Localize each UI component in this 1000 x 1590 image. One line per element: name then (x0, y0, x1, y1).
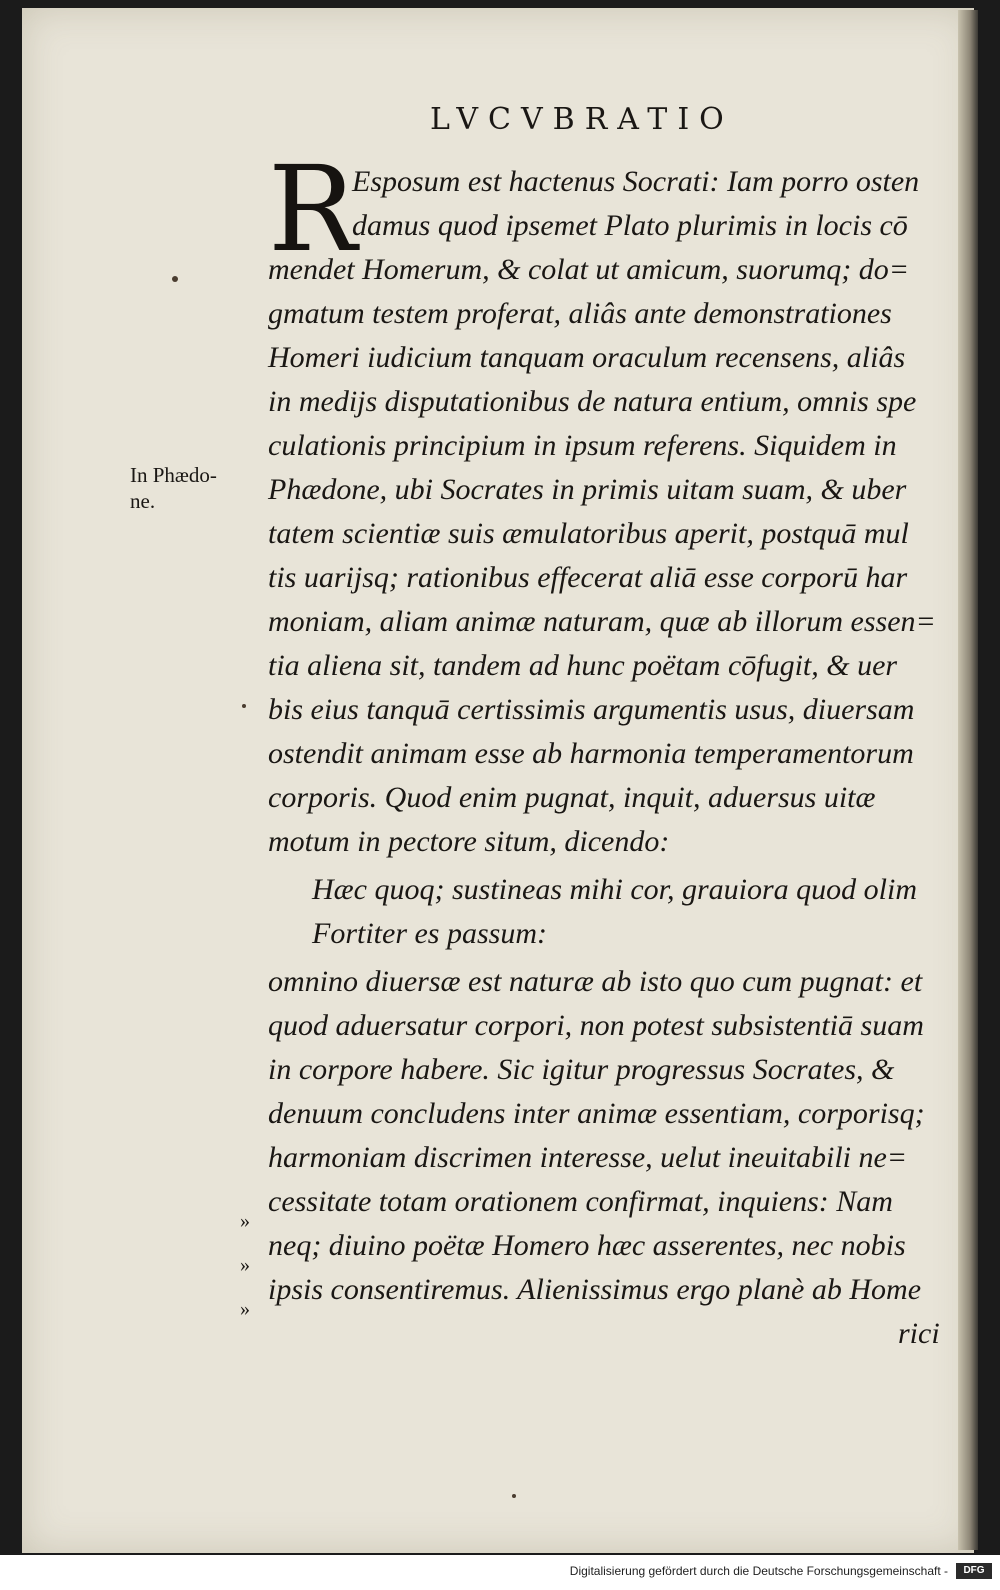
text-line: harmoniam discrimen interesse, uelut ineuitabili ne= (268, 1141, 908, 1174)
text-line: ipsis consentiremus. Alienissimus ergo planè ab Home (268, 1273, 922, 1306)
quote-mark: » (240, 1254, 250, 1276)
text-line: tia aliena sit, tandem ad hunc poëtam cōfugit, & uer (268, 649, 898, 682)
text-line: motum in pectore situm, dicendo: (268, 825, 670, 858)
text-line: Homeri iudicium tanquam oraculum recensens, aliâs (268, 341, 906, 374)
text-line: gmatum testem proferat, aliâs ante demonstrationes (268, 297, 892, 330)
ink-speck (512, 1494, 516, 1498)
text-line: cessitate totam orationem confirmat, inquiens: Nam (268, 1185, 893, 1218)
text-line: bis eius tanquā certissimis argumentis usus, diuersam (268, 693, 915, 726)
text-line: quod aduersatur corpori, non potest subsistentiā suam (268, 1009, 924, 1042)
text-line: denuum concludens inter animæ essentiam, corporisq; (268, 1097, 925, 1130)
quote-mark: » (240, 1298, 250, 1320)
drop-cap: R (268, 140, 357, 278)
text-line: tatem scientiæ suis æmulatoribus aperit, postquā mul (268, 517, 909, 550)
text-line: culationis principium in ipsum referens. Siquidem in (268, 429, 897, 462)
ink-speck (242, 704, 246, 708)
margin-note-line: In Phædo- (130, 463, 217, 487)
margin-note-line: ne. (130, 489, 156, 513)
text-line: tis uarijsq; rationibus effecerat aliā esse corporū har (268, 561, 908, 594)
verse-line: Fortiter es passum: (312, 917, 547, 950)
text-line: in medijs disputationibus de natura entium, omnis spe (268, 385, 917, 418)
dfg-logo: DFG (956, 1563, 992, 1579)
text-line: neq; diuino poëtæ Homero hæc asserentes, nec nobis (268, 1229, 906, 1262)
footer-bar (0, 1555, 1000, 1590)
page-edge (958, 10, 978, 1550)
text-line: ostendit animam esse ab harmonia temperamentorum (268, 737, 914, 770)
verse-line: Hæc quoq; sustineas mihi cor, grauiora quod olim (312, 873, 918, 906)
text-line: moniam, aliam animæ naturam, quæ ab illorum essen= (268, 605, 936, 638)
text-line: in corpore habere. Sic igitur progressus Socrates, & (268, 1053, 895, 1086)
text-line: omnino diuersæ est naturæ ab isto quo cum pugnat: et (268, 965, 923, 998)
catchword: rici (898, 1317, 940, 1350)
ink-speck (172, 276, 178, 282)
running-header: LVCVBRATIO (430, 102, 734, 137)
text-line: corporis. Quod enim pugnat, inquit, aduersus uitæ (268, 781, 876, 814)
margin-note (130, 462, 260, 514)
text-line: mendet Homerum, & colat ut amicum, suorumq; do= (268, 253, 910, 286)
text-line: damus quod ipsemet Plato plurimis in locis cō (352, 209, 908, 242)
quote-mark: » (240, 1210, 250, 1232)
funding-credit: Digitalisierung gefördert durch die Deutsche Forschungsgemeinschaft - (569, 1564, 948, 1578)
text-line: Phædone, ubi Socrates in primis uitam suam, & uber (268, 473, 907, 506)
text-line: Esposum est hactenus Socrati: Iam porro osten (352, 165, 920, 198)
